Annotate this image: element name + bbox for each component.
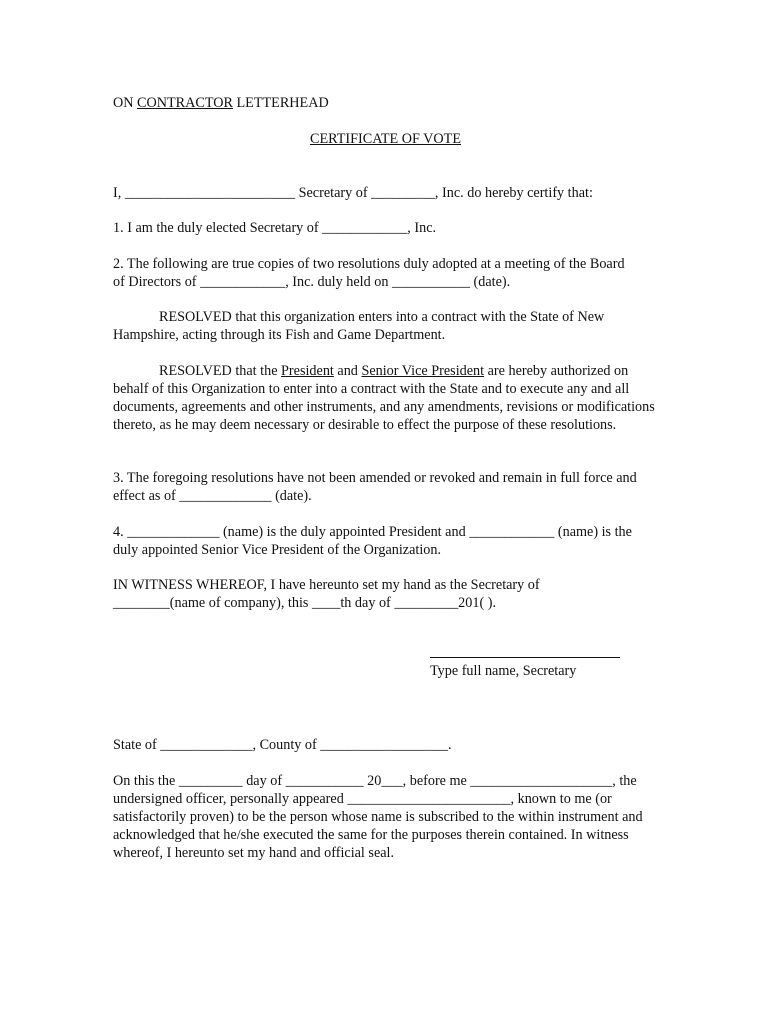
document-title [113,130,658,148]
state-county-line: State of _____________, County of __________________. [113,737,452,753]
item-3: 3. The foregoing resolutions have not been amended or revoked and remain in full force and effect as of _____________ (date). [113,470,637,504]
certify-line: I, ________________________ Secretary of _________, Inc. do hereby certify that: [113,185,593,201]
letterhead-prefix: ON [113,95,134,111]
resolved-2 [113,362,658,434]
resolved-2-and: and [337,363,358,379]
resolved-1: RESOLVED that this organization enters into a contract with the State of New Hampshire, acting through its Fish and Game Department. [113,309,605,343]
signature-label: Type full name, Secretary [430,663,577,679]
signature-line [430,657,620,658]
witness-clause: IN WITNESS WHEREOF, I have hereunto set my hand as the Secretary of ________(name of company), this ____th day of _________201( ). [113,577,540,611]
item-1: 1. I am the duly elected Secretary of ____________, Inc. [113,220,437,236]
letterhead-line [113,94,329,112]
item-2: 2. The following are true copies of two resolutions duly adopted at a meeting of the Board of Directors of ____________, Inc. duly held on ___________ (date). [113,256,625,290]
resolved-2-president: President [281,363,334,379]
item-4: 4. _____________ (name) is the duly appointed President and ____________ (name) is the duly appointed Senior Vice President of the Organization. [113,524,632,558]
title-text: CERTIFICATE OF VOTE [309,131,461,147]
signature-block [430,657,620,680]
resolved-2-part2: are hereby authorized on behalf of this Organization to enter into a contract with the State and to execute any and all documents, agreements and other instruments, and any amendments, revisions or modifications thereto, as he may deem necessary or desirable to effect the purpose of these resolutions. [113,363,655,433]
letterhead-contractor: CONTRACTOR [137,95,233,111]
resolved-2-part1: RESOLVED that the [159,363,278,379]
letterhead-suffix: LETTERHEAD [236,95,329,111]
resolved-2-svp: Senior Vice President [361,363,485,379]
notary-acknowledgment: On this the _________ day of ___________ 20___, before me ____________________, the undersigned officer, personally appeared _______________________, known to me (or satisfactorily proven) to be the person whose name is subscribed to the within instrument and acknowledged that he/she executed the same for the purposes therein contained. In witness whereof, I hereunto set my hand and official seal. [113,773,643,861]
